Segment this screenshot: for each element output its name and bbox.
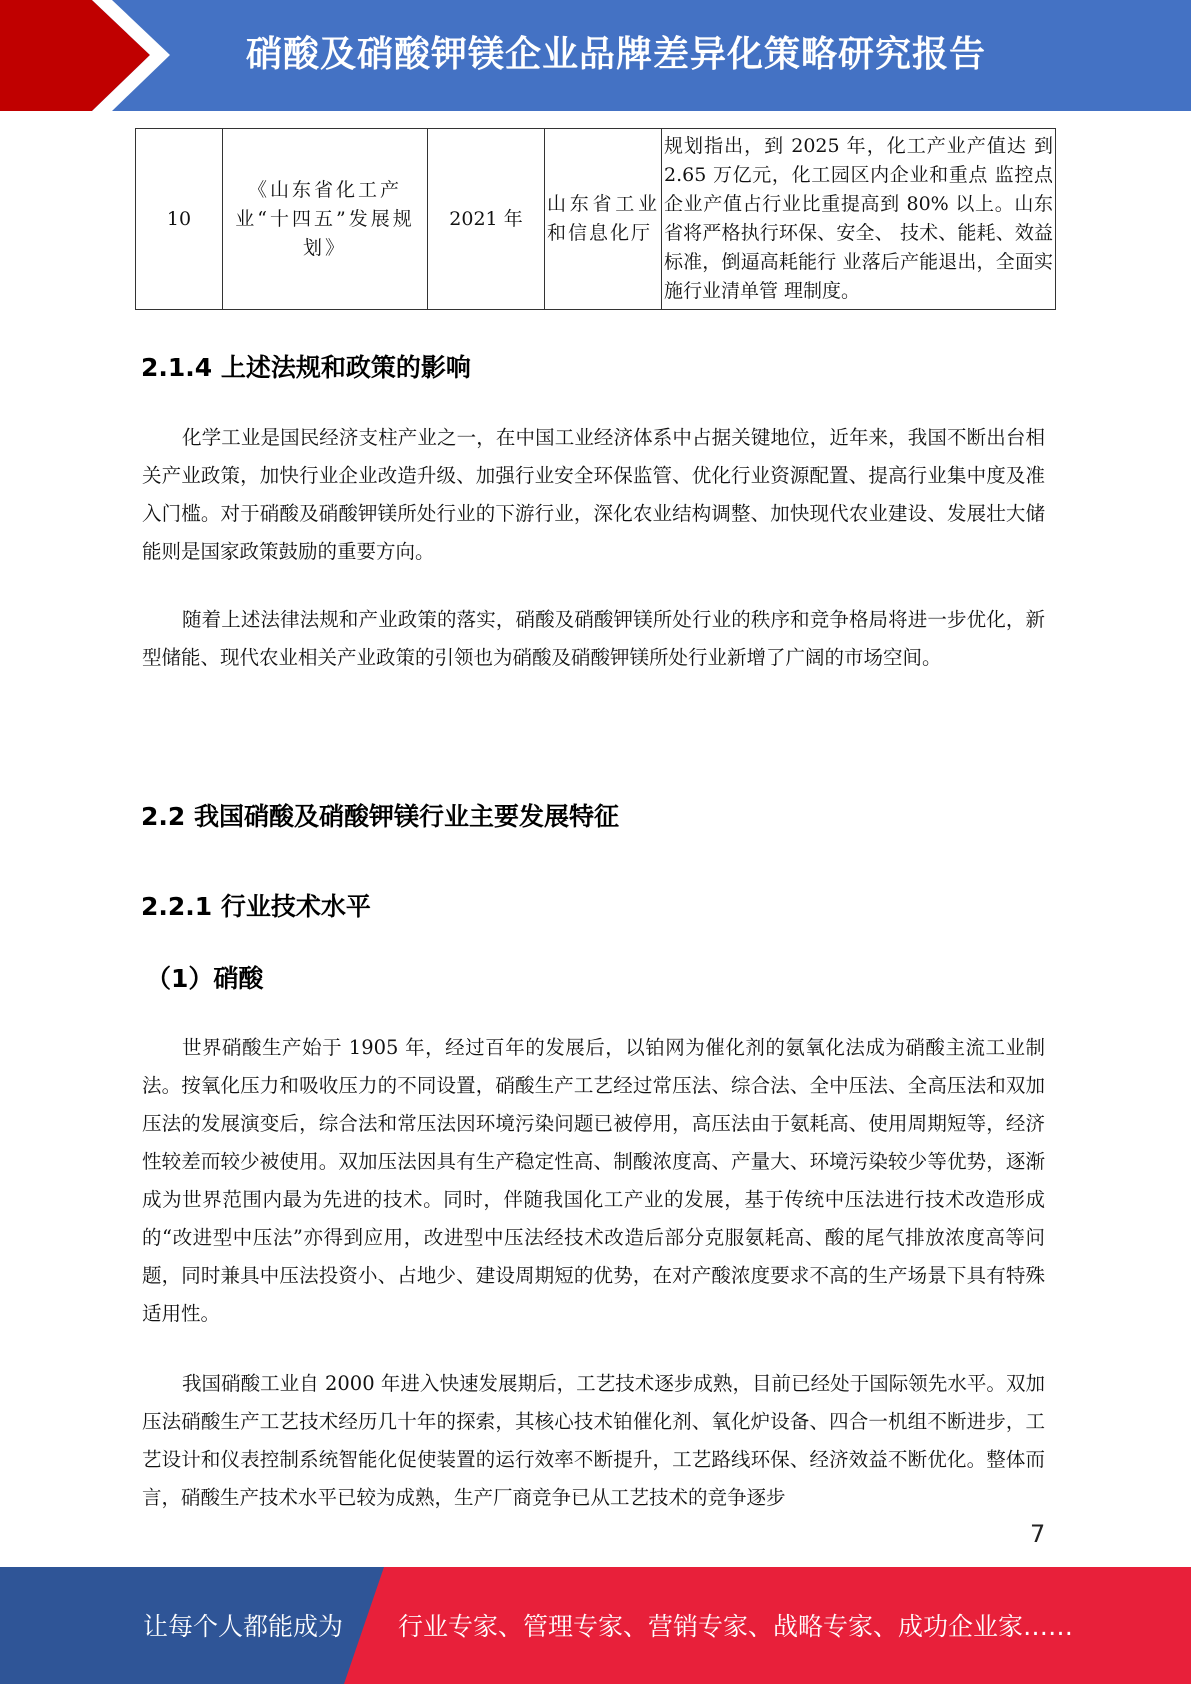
table-row — [136, 129, 1056, 310]
sub-heading-nitric-acid: （1）硝酸 — [146, 964, 264, 993]
policy-content: 规划指出，到 2025 年，化工产业产值达 到 2.65 万亿元，化工园区内企业和重点 监控点企业产值占行业比重提高到 80% 以上。山东省将严格执行环保、安全、 技术、能耗、效益标准，倒逼高耗能行 业落后产能退出，全面实施行业清单管 理制度。 — [662, 129, 1056, 310]
policy-year: 2021 年 — [428, 129, 545, 310]
paragraph: 化学工业是国民经济支柱产业之一，在中国工业经济体系中占据关键地位，近年来，我国不断出台相关产业政策，加快行业企业改造升级、加强行业安全环保监管、优化行业资源配置、提高行业集中度及准入门槛。对于硝酸及硝酸钾镁所处行业的下游行业，深化农业结构调整、加快现代农业建设、发展壮大储能则是国家政策鼓励的重要方向。 — [142, 426, 1045, 563]
section-heading-2-1-4: 2.1.4 上述法规和政策的影响 — [141, 353, 471, 382]
section-heading-2-2: 2.2 我国硝酸及硝酸钾镁行业主要发展特征 — [141, 802, 619, 831]
page-number: 7 — [1030, 1520, 1046, 1548]
policy-department: 山东省工业和信息化厅 — [545, 129, 662, 310]
report-title: 硝酸及硝酸钾镁企业品牌差异化策略研究报告 — [246, 34, 987, 75]
section-heading-2-2-1: 2.2.1 行业技术水平 — [141, 892, 371, 921]
paragraph: 世界硝酸生产始于 1905 年，经过百年的发展后，以铂网为催化剂的氨氧化法成为硝酸主流工业制法。按氧化压力和吸收压力的不同设置，硝酸生产工艺经过常压法、综合法、全中压法、全高压法和双加压法的发展演变后，综合法和常压法因环境污染问题已被停用，高压法由于氨耗高、使用周期短等，经济性较差而较少被使用。双加压法因具有生产稳定性高、制酸浓度高、产量大、环境污染较少等优势，逐渐成为世界范围内最为先进的技术。同时，伴随我国化工产业的发展，基于传统中压法进行技术改造形成的“改进型中压法”亦得到应用，改进型中压法经技术改造后部分克服氨耗高、酸的尾气排放浓度高等问题，同时兼具中压法投资小、占地少、建设周期短的优势，在对产酸浓度要求不高的生产场景下具有特殊适用性。 — [142, 1036, 1045, 1325]
footer-slogan-right: 行业专家、管理专家、营销专家、战略专家、成功企业家…… — [398, 1612, 1074, 1641]
policy-name: 《山东省化工产业“十四五”发展规划》 — [223, 129, 428, 310]
policy-number: 10 — [136, 129, 223, 310]
paragraph: 随着上述法律法规和产业政策的落实，硝酸及硝酸钾镁所处行业的秩序和竞争格局将进一步优化，新型储能、现代农业相关产业政策的引领也为硝酸及硝酸钾镁所处行业新增了广阔的市场空间。 — [142, 608, 1045, 669]
footer-slogan-left: 让每个人都能成为 — [143, 1612, 344, 1641]
paragraph: 我国硝酸工业自 2000 年进入快速发展期后，工艺技术逐步成熟，目前已经处于国际领先水平。双加压法硝酸生产工艺技术经历几十年的探索，其核心技术铂催化剂、氧化炉设备、四合一机组不断进步，工艺设计和仪表控制系统智能化促使装置的运行效率不断提升，工艺路线环保、经济效益不断优化。整体而言，硝酸生产技术水平已较为成熟，生产厂商竞争已从工艺技术的竞争逐步 — [142, 1372, 1045, 1509]
page-header — [0, 0, 1191, 111]
page-footer — [0, 1567, 1191, 1684]
policy-table — [135, 128, 1056, 310]
